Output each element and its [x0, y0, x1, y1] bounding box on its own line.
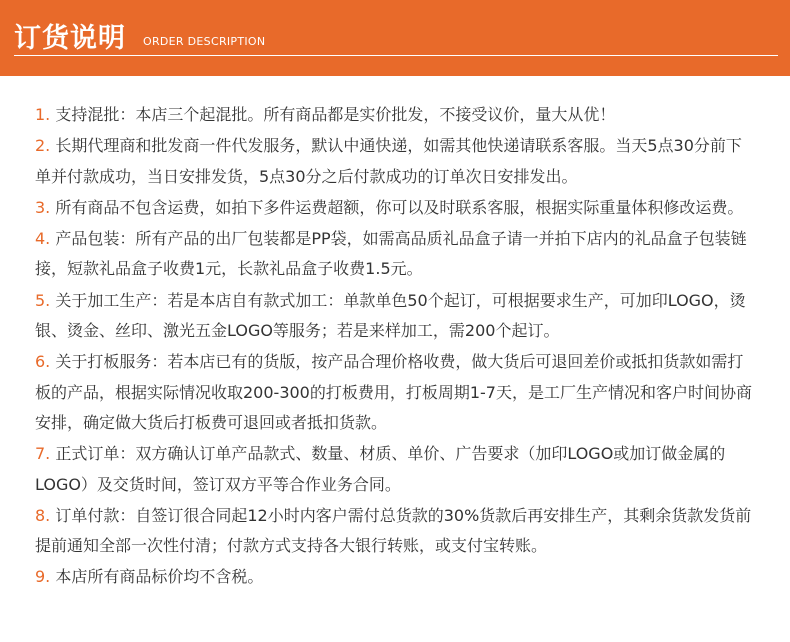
item-text: 正式订单：双方确认订单产品款式、数量、材质、单价、广告要求（加印LOGO或加订做金属的LOGO）及交货时间，签订双方平等合作业务合同。: [35, 444, 726, 494]
item-number: 4.: [35, 229, 51, 249]
item-text: 本店所有商品标价均不含税。: [55, 567, 264, 587]
list-item: [35, 286, 755, 347]
item-number: 8.: [35, 505, 51, 525]
list-item: [35, 439, 755, 500]
item-text: 支持混批：本店三个起混批。所有商品都是实价批发，不接受议价，量大从优！: [55, 105, 616, 124]
item-text: 订单付款：自签订很合同起12小时内客户需付总货款的30%货款后再安排生产，其剩余货款发货前提前通知全部一次性付清；付款方式支持各大银行转账，或支付宝转账。: [35, 505, 752, 556]
item-text: 长期代理商和批发商一件代发服务，默认中通快递，如需其他快递请联系客服。当天5点30分前下单并付款成功，当日安排发货，5点30分之后付款成功的订单次日安排发出。: [35, 136, 742, 186]
header-divider: [14, 55, 778, 56]
list-item: [35, 224, 755, 285]
item-text: 所有商品不包含运费，如拍下多件运费超额，你可以及时联系客服，根据实际重量体积修改运费。: [55, 197, 744, 217]
item-number: 6.: [35, 352, 51, 372]
item-text: 关于加工生产：若是本店自有款式加工：单款单色50个起订，可根据要求生产，可加印LOGO，烫银、烫金、丝印、激光五金LOGO等服务；若是来样加工，需200个起订。: [35, 290, 746, 341]
page-title: 订货说明: [14, 23, 126, 54]
item-number: 3.: [35, 197, 51, 217]
item-text: 关于打板服务：若本店已有的货版，按产品合理价格收费，做大货后可退回差价或抵扣货款如需打板的产品，根据实际情况收取200-300的打板费用，打板周期1-7天，是工厂生产情况和客户时间协商安排，确定做大货后打板费可退回或者抵扣货款。: [35, 352, 752, 432]
list-item: [35, 100, 755, 130]
item-text: 产品包装：所有产品的出厂包装都是PP袋，如需高品质礼品盒子请一并拍下店内的礼品盒子包装链接，短款礼品盒子收费1元，长款礼品盒子收费1.5元。: [35, 229, 747, 279]
list-item: [35, 131, 755, 192]
item-number: 7.: [35, 444, 51, 464]
item-number: 5.: [35, 290, 51, 310]
order-description-list: [35, 100, 755, 594]
list-item: [35, 193, 755, 223]
list-item: [35, 347, 755, 438]
item-number: 2.: [35, 136, 51, 156]
list-item: [35, 501, 755, 562]
header-banner: [0, 0, 790, 76]
item-number: 9.: [35, 567, 51, 587]
list-item: [35, 562, 755, 592]
page-subtitle: ORDER DESCRIPTION: [143, 35, 266, 48]
item-number: 1.: [35, 105, 51, 124]
